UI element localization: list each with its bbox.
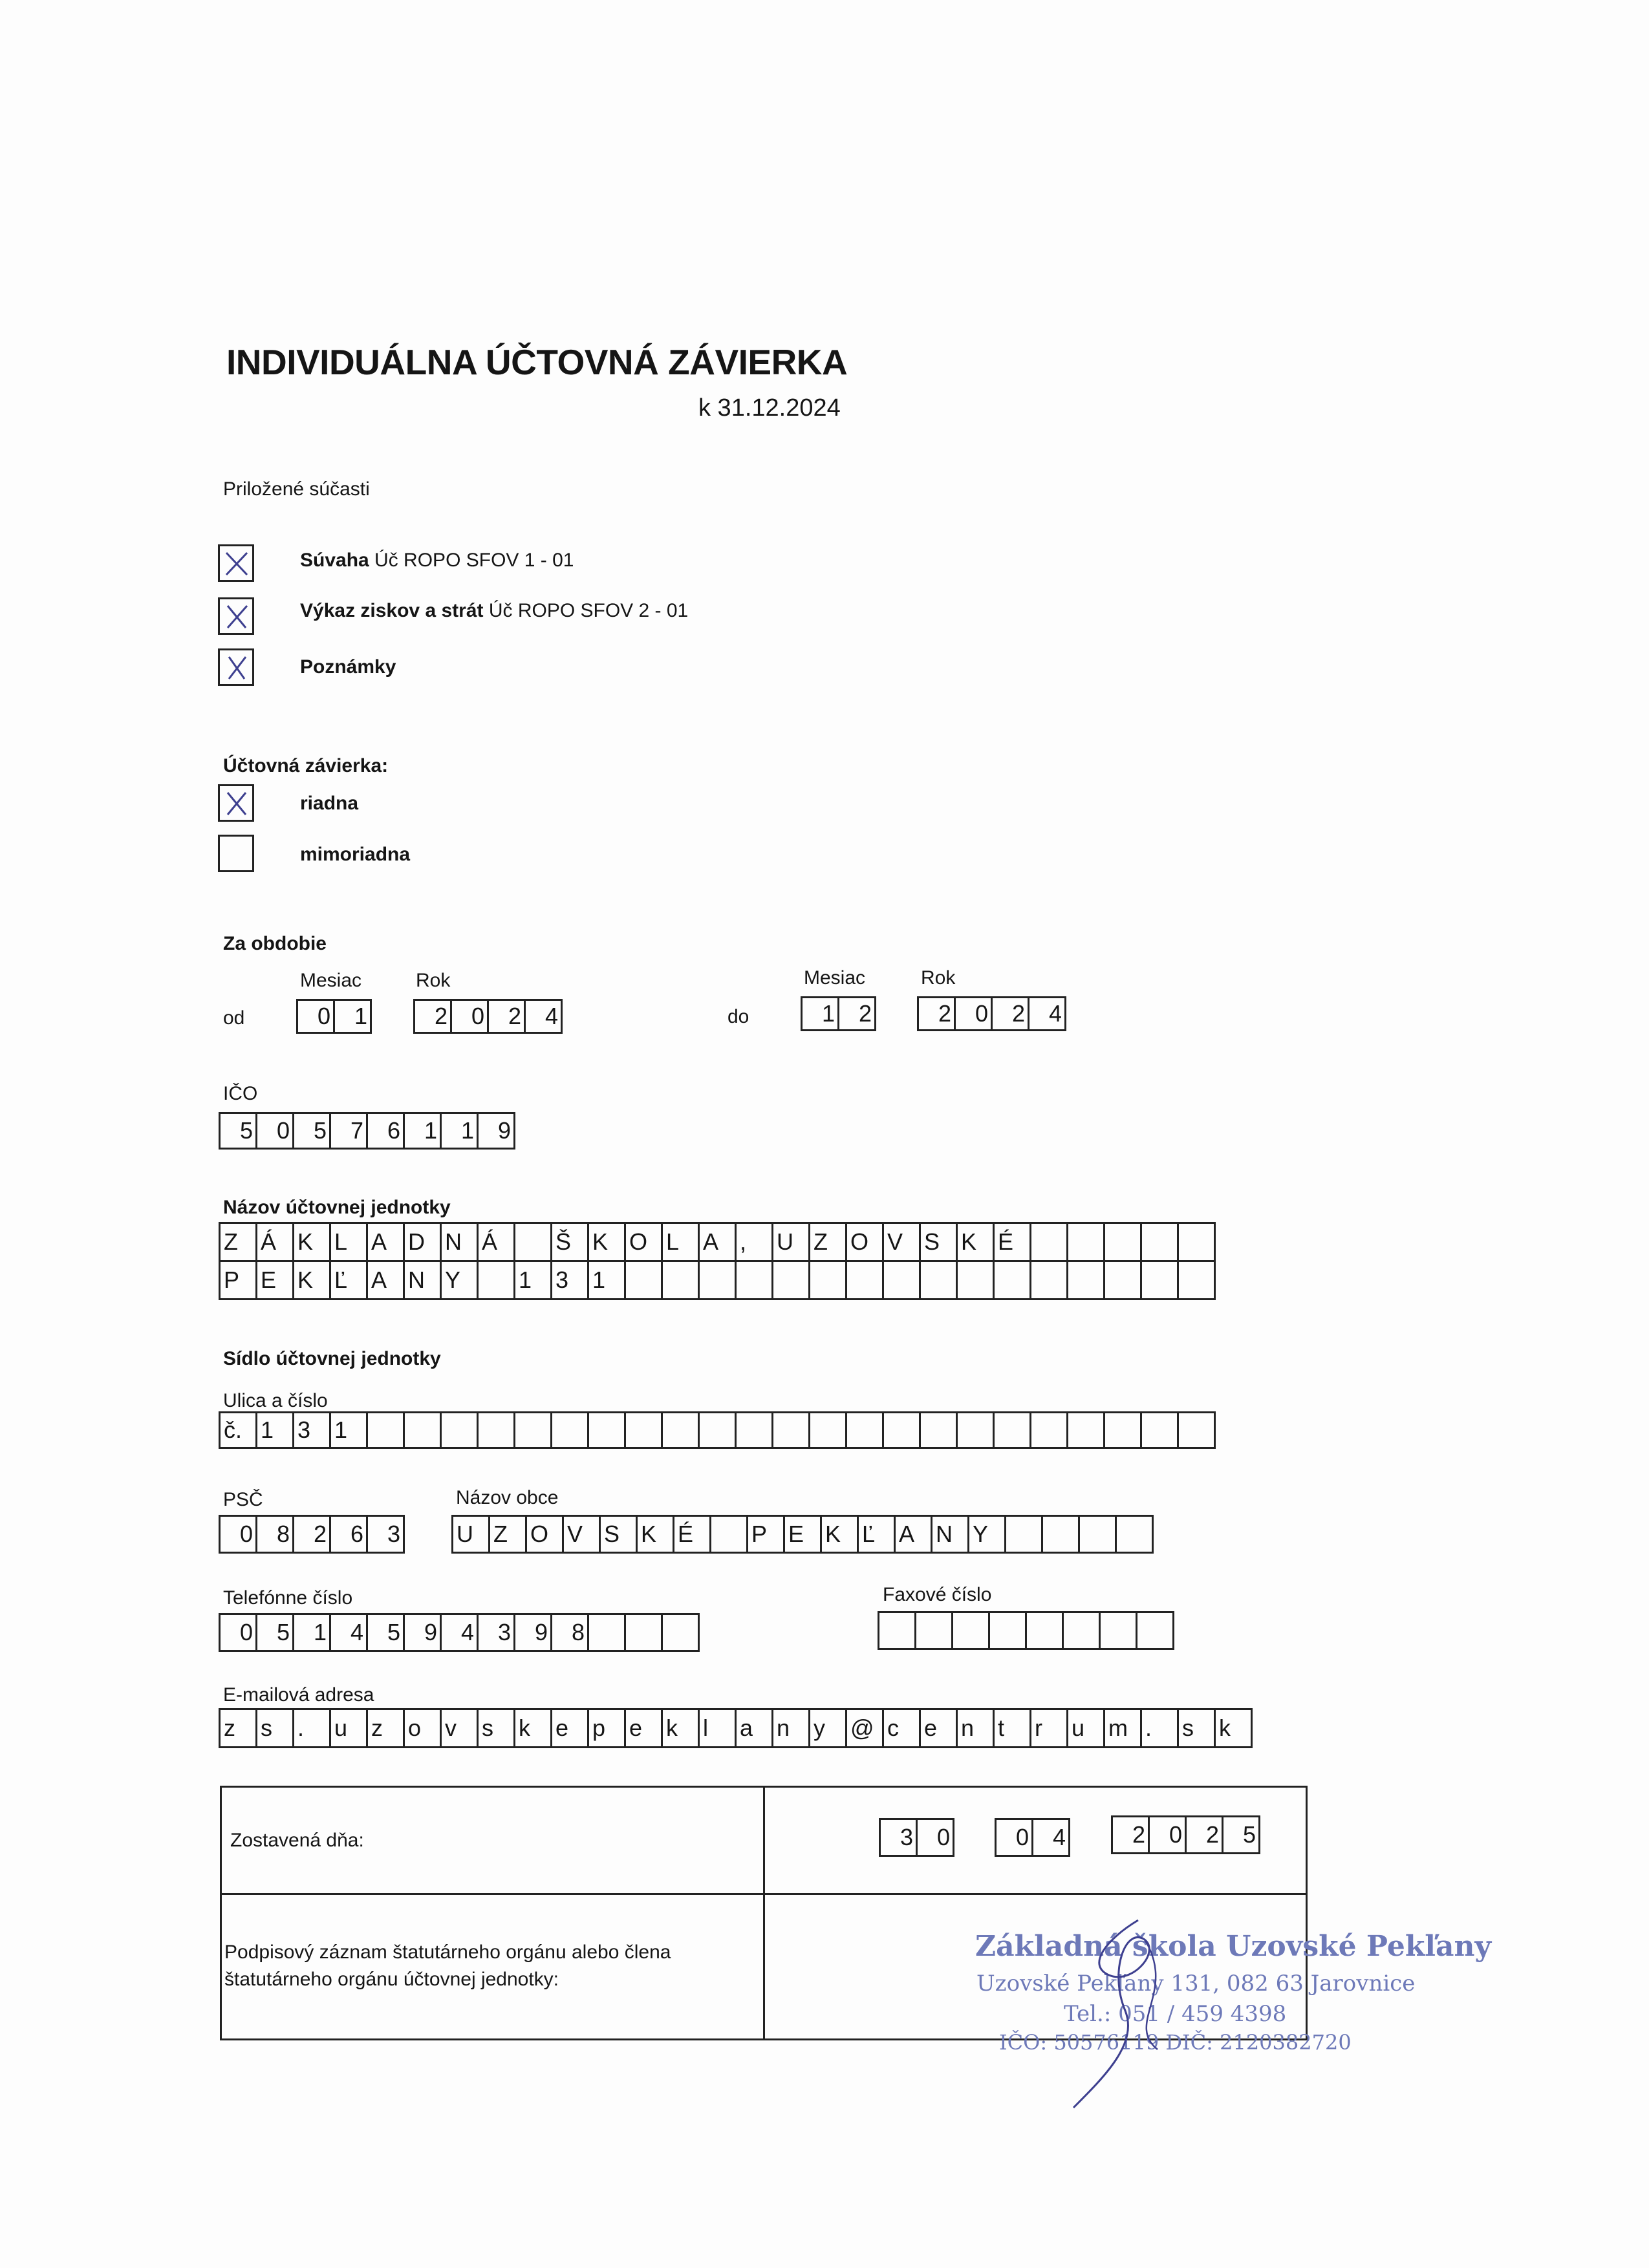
char-box[interactable] <box>403 1411 442 1449</box>
char-box[interactable]: c <box>882 1708 921 1748</box>
ico-label: IČO <box>223 1083 258 1104</box>
char-box[interactable]: 0 <box>954 996 993 1031</box>
char-box[interactable]: 2 <box>917 996 956 1031</box>
char-box[interactable] <box>1066 1411 1105 1449</box>
town-boxes[interactable] <box>451 1515 1152 1554</box>
char-box[interactable]: l <box>698 1708 737 1748</box>
char-box[interactable] <box>988 1611 1027 1650</box>
psc-label: PSČ <box>223 1489 263 1510</box>
char-box[interactable]: 3 <box>477 1613 515 1652</box>
char-box[interactable] <box>624 1411 663 1449</box>
to-year-boxes[interactable] <box>917 996 1064 1031</box>
char-box[interactable]: 2 <box>991 996 1029 1031</box>
char-box[interactable]: P <box>746 1515 785 1554</box>
char-box[interactable]: k <box>513 1708 552 1748</box>
char-box[interactable] <box>1066 1222 1105 1262</box>
char-box[interactable]: 5 <box>255 1613 294 1652</box>
char-box[interactable]: 1 <box>403 1112 442 1150</box>
char-box[interactable]: Ľ <box>857 1515 896 1554</box>
char-box[interactable] <box>845 1411 884 1449</box>
char-box[interactable] <box>919 1411 958 1449</box>
stamp-line-2: Uzovské Pekľany 131, 082 63 Jarovnice <box>976 1971 1416 1996</box>
char-box[interactable]: K <box>956 1222 995 1262</box>
char-box[interactable]: z <box>219 1708 257 1748</box>
char-box[interactable]: 1 <box>440 1112 479 1150</box>
char-box[interactable]: 5 <box>366 1613 405 1652</box>
char-box[interactable] <box>1136 1611 1174 1650</box>
compiled-day-boxes[interactable] <box>879 1818 953 1857</box>
char-box[interactable] <box>1115 1515 1154 1554</box>
char-box[interactable]: Z <box>808 1222 847 1262</box>
char-box[interactable] <box>1103 1260 1142 1300</box>
stamp-line-3: Tel.: 051 / 459 4398 <box>1064 2001 1287 2027</box>
char-box[interactable]: N <box>440 1222 479 1262</box>
char-box[interactable]: e <box>550 1708 589 1748</box>
email-label: E-mailová adresa <box>223 1684 374 1706</box>
char-box[interactable]: e <box>624 1708 663 1748</box>
phone-boxes[interactable] <box>219 1613 698 1652</box>
char-box[interactable] <box>709 1515 748 1554</box>
char-box[interactable] <box>624 1613 663 1652</box>
char-box[interactable]: 1 <box>292 1613 331 1652</box>
char-box[interactable] <box>440 1411 479 1449</box>
char-box[interactable]: k <box>1214 1708 1253 1748</box>
char-box[interactable]: Y <box>967 1515 1006 1554</box>
char-box[interactable]: a <box>735 1708 773 1748</box>
char-box[interactable]: U <box>451 1515 490 1554</box>
check-x-icon <box>224 790 250 817</box>
char-box[interactable]: 1 <box>587 1260 626 1300</box>
char-box[interactable]: Š <box>550 1222 589 1262</box>
char-box[interactable]: D <box>403 1222 442 1262</box>
char-box[interactable]: k <box>661 1708 700 1748</box>
char-box[interactable]: Á <box>255 1222 294 1262</box>
char-box[interactable]: V <box>562 1515 601 1554</box>
char-box[interactable] <box>1025 1611 1064 1650</box>
period-heading: Za obdobie <box>223 933 327 954</box>
char-box[interactable]: Ľ <box>329 1260 368 1300</box>
from-year-label: Rok <box>416 970 451 991</box>
char-box[interactable] <box>698 1411 737 1449</box>
street-label: Ulica a číslo <box>223 1390 328 1411</box>
char-box[interactable] <box>808 1260 847 1300</box>
char-box[interactable] <box>1066 1260 1105 1300</box>
table-horizontal-divider <box>220 1893 1308 1895</box>
char-box[interactable] <box>1140 1411 1179 1449</box>
char-box[interactable] <box>808 1411 847 1449</box>
char-box[interactable]: @ <box>845 1708 884 1748</box>
char-box[interactable]: p <box>587 1708 626 1748</box>
char-box[interactable]: 4 <box>1031 1818 1070 1857</box>
char-box[interactable] <box>587 1411 626 1449</box>
char-box[interactable]: n <box>771 1708 810 1748</box>
char-box[interactable]: N <box>931 1515 969 1554</box>
char-box[interactable]: č. <box>219 1411 257 1449</box>
char-box[interactable]: K <box>587 1222 626 1262</box>
attachment-label-vykaz: Výkaz ziskov a strát Úč ROPO SFOV 2 - 01 <box>300 600 689 621</box>
char-box[interactable]: L <box>661 1222 700 1262</box>
unit-name-row-1[interactable] <box>219 1222 1214 1262</box>
char-box[interactable]: V <box>882 1222 921 1262</box>
attachments-heading: Priložené súčasti <box>223 478 370 500</box>
char-box[interactable] <box>1029 1411 1068 1449</box>
char-box[interactable]: 0 <box>219 1515 257 1554</box>
signature-label-line-2: štatutárneho orgánu účtovnej jednotky: <box>224 1969 559 1990</box>
to-label: do <box>727 1006 749 1027</box>
char-box[interactable] <box>698 1260 737 1300</box>
stamp-line-1: Základná škola Uzovské Pekľany <box>975 1930 1492 1963</box>
char-box[interactable]: 4 <box>1028 996 1066 1031</box>
char-box[interactable]: U <box>771 1222 810 1262</box>
compiled-month-boxes[interactable] <box>995 1818 1068 1857</box>
char-box[interactable]: 1 <box>255 1411 294 1449</box>
char-box[interactable]: K <box>820 1515 859 1554</box>
char-box[interactable]: N <box>403 1260 442 1300</box>
char-box[interactable] <box>956 1260 995 1300</box>
char-box[interactable] <box>882 1260 921 1300</box>
char-box[interactable]: O <box>525 1515 564 1554</box>
char-box[interactable]: Á <box>477 1222 515 1262</box>
char-box[interactable]: E <box>255 1260 294 1300</box>
char-box[interactable]: 2 <box>487 999 526 1034</box>
unit-name-row-2[interactable] <box>219 1260 1214 1300</box>
char-box[interactable] <box>587 1613 626 1652</box>
char-box[interactable] <box>1103 1411 1142 1449</box>
char-box[interactable]: o <box>403 1708 442 1748</box>
char-box[interactable]: 2 <box>1111 1815 1150 1854</box>
attachment-label-suvaha: Súvaha Úč ROPO SFOV 1 - 01 <box>300 550 574 571</box>
char-box[interactable]: t <box>993 1708 1031 1748</box>
char-box[interactable]: L <box>329 1222 368 1262</box>
char-box[interactable]: 4 <box>440 1613 479 1652</box>
char-box[interactable]: 5 <box>219 1112 257 1150</box>
compiled-year-boxes[interactable] <box>1111 1815 1258 1854</box>
char-box[interactable]: 5 <box>1222 1815 1260 1854</box>
char-box[interactable]: 3 <box>292 1411 331 1449</box>
char-box[interactable]: 6 <box>329 1515 368 1554</box>
char-box[interactable]: A <box>366 1222 405 1262</box>
ico-boxes[interactable] <box>219 1112 513 1150</box>
char-box[interactable]: A <box>698 1222 737 1262</box>
char-box[interactable]: 0 <box>995 1818 1033 1857</box>
char-box[interactable] <box>882 1411 921 1449</box>
char-box[interactable]: S <box>599 1515 638 1554</box>
check-x-icon <box>224 603 250 630</box>
closing-type-heading: Účtovná závierka: <box>223 755 389 776</box>
char-box[interactable]: 0 <box>219 1613 257 1652</box>
date-line: k 31.12.2024 <box>698 394 841 422</box>
unit-name-label: Názov účtovnej jednotky <box>223 1197 451 1218</box>
char-box[interactable]: 3 <box>550 1260 589 1300</box>
char-box[interactable]: É <box>993 1222 1031 1262</box>
checkbox-poznamky[interactable] <box>218 648 254 686</box>
char-box[interactable] <box>951 1611 990 1650</box>
table-vertical-divider <box>763 1786 765 2040</box>
char-box[interactable]: E <box>783 1515 822 1554</box>
char-box[interactable]: 0 <box>255 1112 294 1150</box>
char-box[interactable]: 5 <box>292 1112 331 1150</box>
psc-boxes[interactable] <box>219 1515 403 1554</box>
to-month-label: Mesiac <box>804 967 866 989</box>
char-box[interactable]: 9 <box>513 1613 552 1652</box>
char-box[interactable]: 0 <box>296 999 335 1034</box>
seat-heading: Sídlo účtovnej jednotky <box>223 1348 441 1369</box>
char-box[interactable]: A <box>366 1260 405 1300</box>
char-box[interactable]: 2 <box>1185 1815 1223 1854</box>
checkbox-mimoriadna[interactable] <box>218 835 254 872</box>
char-box[interactable]: . <box>1140 1708 1179 1748</box>
char-box[interactable]: 4 <box>329 1613 368 1652</box>
char-box[interactable] <box>1140 1222 1179 1262</box>
closing-option-riadna: riadna <box>300 793 359 814</box>
char-box[interactable]: K <box>292 1222 331 1262</box>
char-box[interactable] <box>513 1222 552 1262</box>
from-label: od <box>223 1007 245 1029</box>
email-boxes[interactable] <box>219 1708 1251 1748</box>
char-box[interactable]: Y <box>440 1260 479 1300</box>
char-box[interactable] <box>956 1411 995 1449</box>
char-box[interactable]: 3 <box>879 1818 918 1857</box>
char-box[interactable] <box>1029 1222 1068 1262</box>
char-box[interactable]: m <box>1103 1708 1142 1748</box>
char-box[interactable]: 0 <box>916 1818 954 1857</box>
char-box[interactable] <box>1177 1222 1216 1262</box>
char-box[interactable]: z <box>366 1708 405 1748</box>
char-box[interactable]: O <box>624 1222 663 1262</box>
char-box[interactable]: 8 <box>550 1613 589 1652</box>
char-box[interactable] <box>1029 1260 1068 1300</box>
char-box[interactable]: 1 <box>801 996 839 1031</box>
char-box[interactable] <box>1140 1260 1179 1300</box>
char-box[interactable] <box>735 1260 773 1300</box>
fax-boxes[interactable] <box>878 1611 1172 1650</box>
phone-label: Telefónne číslo <box>223 1587 353 1609</box>
char-box[interactable]: s <box>1177 1708 1216 1748</box>
street-boxes[interactable] <box>219 1411 1214 1449</box>
char-box[interactable]: r <box>1029 1708 1068 1748</box>
char-box[interactable] <box>771 1260 810 1300</box>
char-box[interactable]: P <box>219 1260 257 1300</box>
char-box[interactable]: y <box>808 1708 847 1748</box>
attachment-label-poznamky: Poznámky <box>300 656 396 678</box>
char-box[interactable] <box>919 1260 958 1300</box>
char-box[interactable]: s <box>255 1708 294 1748</box>
char-box[interactable]: . <box>292 1708 331 1748</box>
char-box[interactable]: 8 <box>255 1515 294 1554</box>
char-box[interactable]: s <box>477 1708 515 1748</box>
char-box[interactable]: e <box>919 1708 958 1748</box>
char-box[interactable]: u <box>1066 1708 1105 1748</box>
char-box[interactable] <box>624 1260 663 1300</box>
stamp-line-4: IČO: 50576119 DIČ: 2120382720 <box>999 2030 1352 2055</box>
fax-label: Faxové číslo <box>883 1584 992 1605</box>
char-box[interactable] <box>914 1611 953 1650</box>
from-month-boxes[interactable] <box>296 999 370 1034</box>
char-box[interactable]: 1 <box>513 1260 552 1300</box>
char-box[interactable] <box>845 1260 884 1300</box>
char-box[interactable] <box>878 1611 916 1650</box>
char-box[interactable] <box>771 1411 810 1449</box>
char-box[interactable] <box>513 1411 552 1449</box>
char-box[interactable] <box>366 1411 405 1449</box>
char-box[interactable]: 7 <box>329 1112 368 1150</box>
checkbox-vykaz[interactable] <box>218 597 254 635</box>
compiled-label: Zostavená dňa: <box>230 1830 364 1851</box>
char-box[interactable] <box>1078 1515 1117 1554</box>
char-box[interactable]: 9 <box>477 1112 515 1150</box>
char-box[interactable] <box>477 1411 515 1449</box>
char-box[interactable] <box>477 1260 515 1300</box>
char-box[interactable]: n <box>956 1708 995 1748</box>
char-box[interactable] <box>1099 1611 1137 1650</box>
town-label: Názov obce <box>456 1487 559 1508</box>
char-box[interactable]: 0 <box>450 999 489 1034</box>
char-box[interactable] <box>661 1613 700 1652</box>
char-box[interactable] <box>661 1260 700 1300</box>
char-box[interactable] <box>1004 1515 1043 1554</box>
char-box[interactable]: 9 <box>403 1613 442 1652</box>
signature-label-line-1: Podpisový záznam štatutárneho orgánu alebo člena <box>224 1942 671 1963</box>
char-box[interactable]: Z <box>488 1515 527 1554</box>
char-box[interactable] <box>735 1411 773 1449</box>
char-box[interactable]: , <box>735 1222 773 1262</box>
char-box[interactable]: K <box>292 1260 331 1300</box>
to-month-boxes[interactable] <box>801 996 874 1031</box>
handwritten-signature <box>1048 1914 1216 2114</box>
char-box[interactable]: O <box>845 1222 884 1262</box>
char-box[interactable]: 4 <box>524 999 563 1034</box>
char-box[interactable] <box>661 1411 700 1449</box>
char-box[interactable] <box>1041 1515 1080 1554</box>
from-month-label: Mesiac <box>300 970 362 991</box>
char-box[interactable] <box>993 1411 1031 1449</box>
char-box[interactable]: S <box>919 1222 958 1262</box>
char-box[interactable]: A <box>894 1515 932 1554</box>
char-box[interactable] <box>1177 1260 1216 1300</box>
checkbox-suvaha[interactable] <box>218 544 254 582</box>
char-box[interactable]: 2 <box>837 996 876 1031</box>
closing-option-mimoriadna: mimoriadna <box>300 844 411 865</box>
check-x-icon <box>224 654 250 681</box>
char-box[interactable] <box>1062 1611 1101 1650</box>
char-box[interactable] <box>1177 1411 1216 1449</box>
document-title: INDIVIDUÁLNA ÚČTOVNÁ ZÁVIERKA <box>226 342 848 382</box>
char-box[interactable]: u <box>329 1708 368 1748</box>
check-x-icon <box>224 550 250 577</box>
char-box[interactable]: 1 <box>329 1411 368 1449</box>
char-box[interactable]: Z <box>219 1222 257 1262</box>
char-box[interactable] <box>1103 1222 1142 1262</box>
char-box[interactable]: 6 <box>366 1112 405 1150</box>
char-box[interactable] <box>550 1411 589 1449</box>
char-box[interactable]: 2 <box>292 1515 331 1554</box>
char-box[interactable]: 0 <box>1148 1815 1187 1854</box>
checkbox-riadna[interactable] <box>218 784 254 822</box>
char-box[interactable]: v <box>440 1708 479 1748</box>
char-box[interactable]: É <box>673 1515 711 1554</box>
from-year-boxes[interactable] <box>413 999 561 1034</box>
char-box[interactable]: 1 <box>333 999 372 1034</box>
to-year-label: Rok <box>921 967 956 989</box>
char-box[interactable]: 2 <box>413 999 452 1034</box>
char-box[interactable]: K <box>636 1515 674 1554</box>
char-box[interactable]: 3 <box>366 1515 405 1554</box>
char-box[interactable] <box>993 1260 1031 1300</box>
